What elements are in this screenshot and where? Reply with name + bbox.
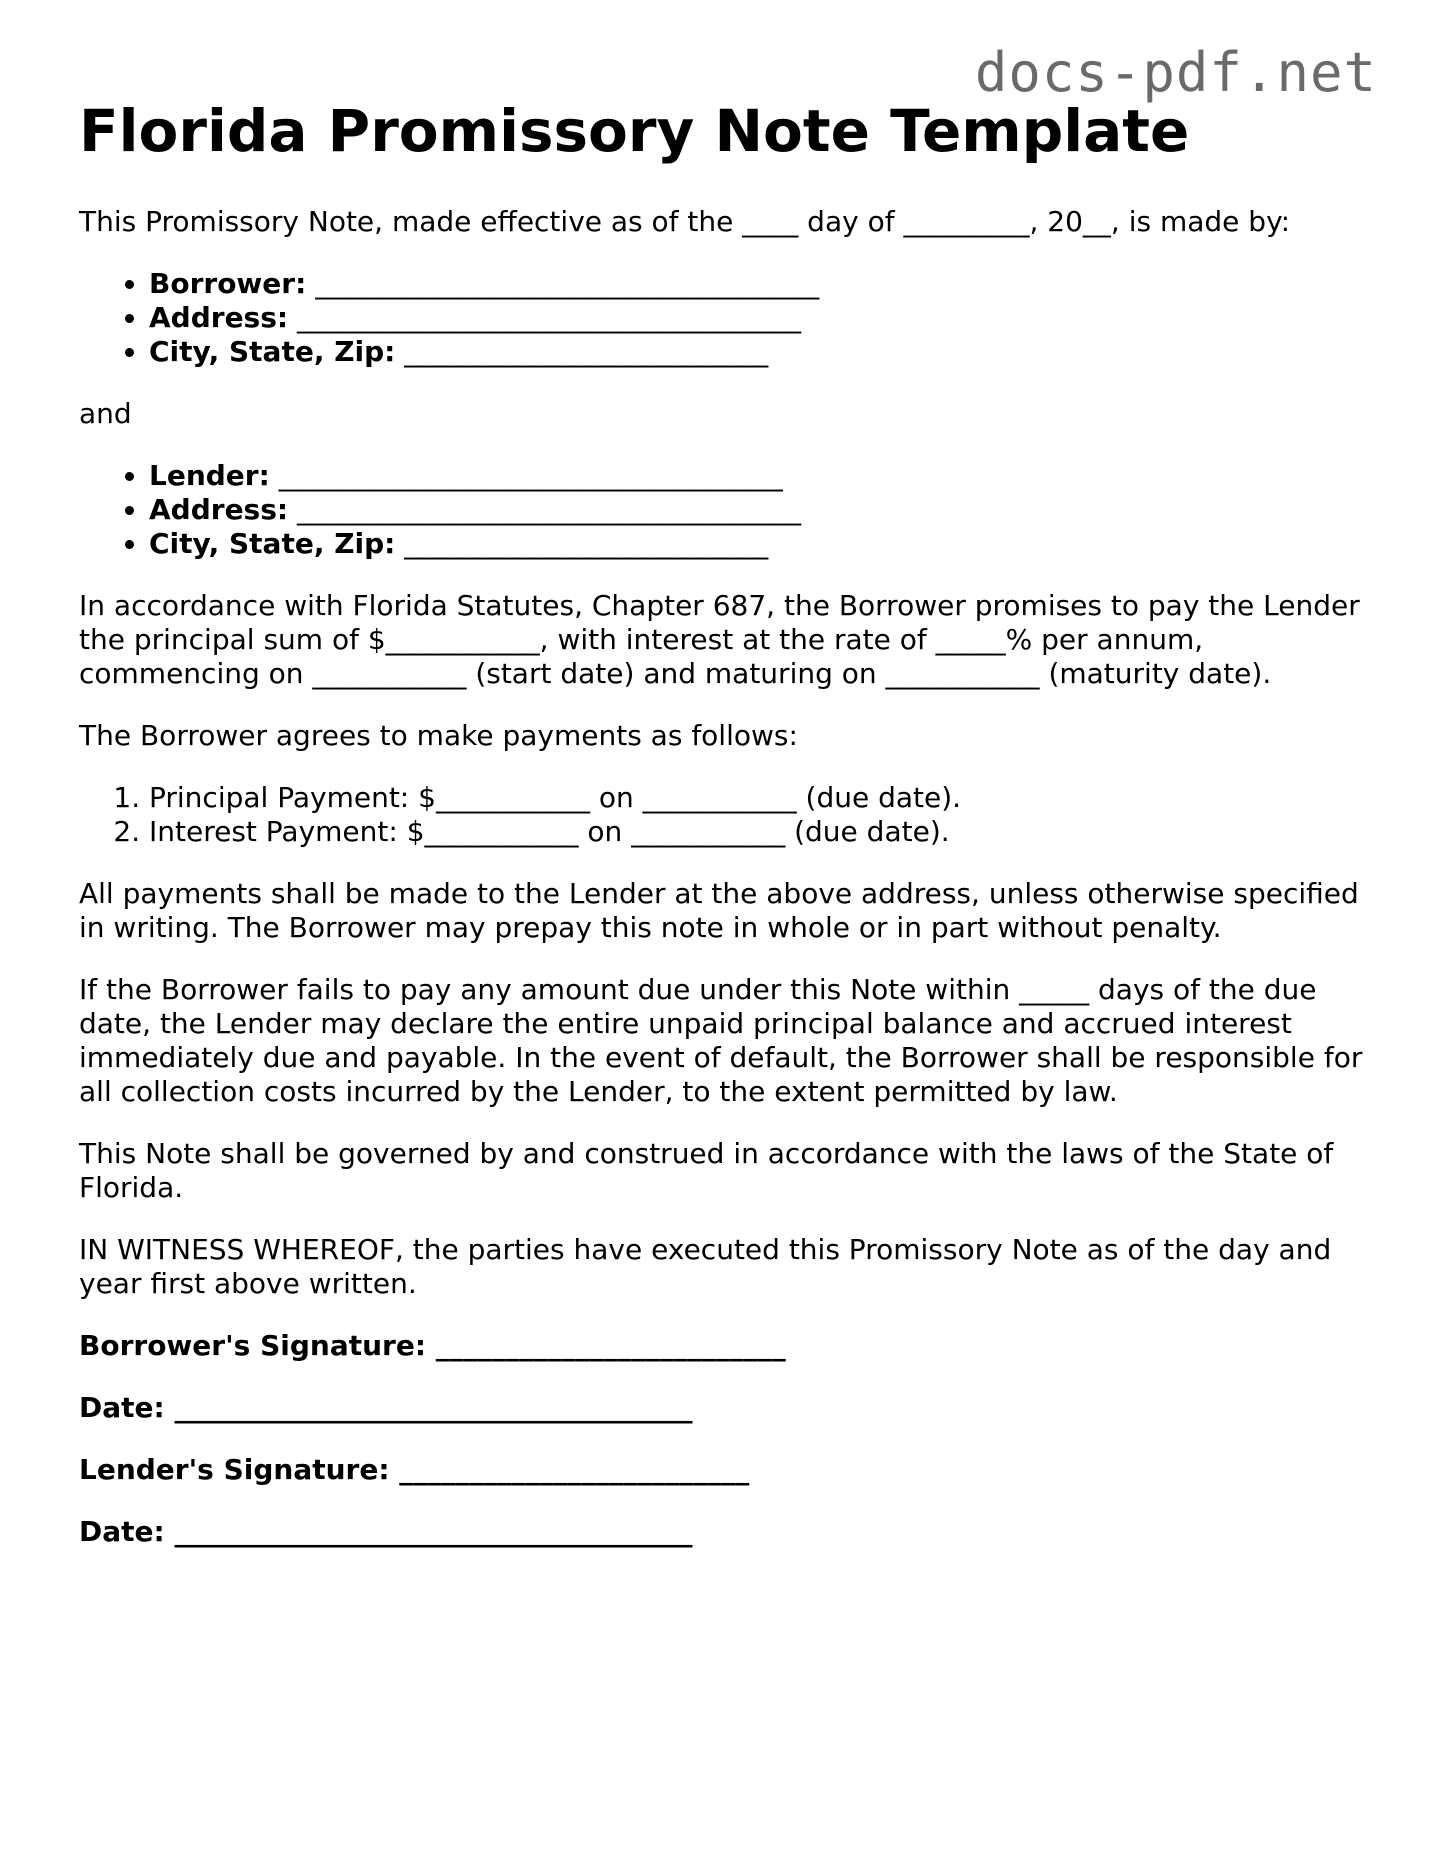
- list-item: [149, 459, 1379, 493]
- borrower-label: Borrower:: [149, 266, 307, 300]
- list-item: 1. Principal Payment: $___________ on ___________ (due date).: [149, 781, 1379, 815]
- borrower-signature-line: [79, 1329, 1379, 1363]
- borrower-address-label: Address:: [149, 300, 289, 334]
- lender-details-list: [79, 459, 1379, 561]
- list-item: [149, 267, 1379, 301]
- borrower-date-label: Date:: [79, 1390, 165, 1424]
- payment-location-paragraph: All payments shall be made to the Lender at the above address, unless otherwise specified in writing. The Borrower may prepay this note in whole or in part without penalty.: [79, 876, 1359, 944]
- intro-paragraph: This Promissory Note, made effective as of the ____ day of _________, 20__, is made by:: [79, 204, 1291, 238]
- witness-paragraph: IN WITNESS WHEREOF, the parties have executed this Promissory Note as of the day and year first above written.: [79, 1232, 1332, 1300]
- list-item: [149, 301, 1379, 335]
- list-item: [149, 527, 1379, 561]
- lender-label: Lender:: [149, 458, 270, 492]
- payments-intro: The Borrower agrees to make payments as follows:: [79, 718, 798, 752]
- document-page: [79, 98, 1379, 1577]
- list-item: 2. Interest Payment: $___________ on ___________ (due date).: [149, 815, 1379, 849]
- governing-law-paragraph: This Note shall be governed by and construed in accordance with the laws of the State of Florida.: [79, 1136, 1334, 1204]
- list-item: [149, 493, 1379, 527]
- lender-city-blank: __________________________: [404, 526, 769, 560]
- lender-date-label: Date:: [79, 1514, 165, 1548]
- watermark: docs-pdf.net: [974, 41, 1377, 104]
- default-paragraph: If the Borrower fails to pay any amount due under this Note within _____ days of the due date, the Lender may declare the entire unpaid principal balance and accrued interest immediately due and payable. In the event of default, the Borrower shall be responsible for all collection costs incurred by the Lender, to the extent permitted by law.: [79, 972, 1363, 1108]
- lender-address-blank: ____________________________________: [297, 492, 801, 526]
- lender-name-blank: ____________________________________: [278, 458, 783, 492]
- lender-city-label: City, State, Zip:: [149, 526, 396, 560]
- lender-signature-line: [79, 1453, 1379, 1487]
- list-item: [149, 335, 1379, 369]
- borrower-date-blank: _____________________________________: [174, 1390, 693, 1424]
- borrower-address-blank: ____________________________________: [297, 300, 801, 334]
- borrower-signature-label: Borrower's Signature:: [79, 1328, 427, 1362]
- terms-paragraph: In accordance with Florida Statutes, Chapter 687, the Borrower promises to pay the Lender the principal sum of $___________, with interest at the rate of _____% per annum, commencing on ___________ (start date) and maturing on ___________ (maturity date).: [79, 588, 1360, 690]
- borrower-details-list: [79, 267, 1379, 369]
- borrower-signature-blank: _________________________: [435, 1328, 786, 1362]
- lender-date-blank: _____________________________________: [174, 1514, 693, 1548]
- lender-date-line: [79, 1515, 1379, 1549]
- payments-list: [79, 781, 1379, 849]
- borrower-name-blank: ____________________________________: [315, 266, 820, 300]
- lender-address-label: Address:: [149, 492, 289, 526]
- borrower-city-blank: __________________________: [404, 334, 769, 368]
- lender-signature-blank: _________________________: [399, 1452, 750, 1486]
- borrower-city-label: City, State, Zip:: [149, 334, 396, 368]
- lender-signature-label: Lender's Signature:: [79, 1452, 390, 1486]
- borrower-date-line: [79, 1391, 1379, 1425]
- page-title: Florida Promissory Note Template: [79, 97, 1190, 165]
- and-text: and: [79, 396, 132, 430]
